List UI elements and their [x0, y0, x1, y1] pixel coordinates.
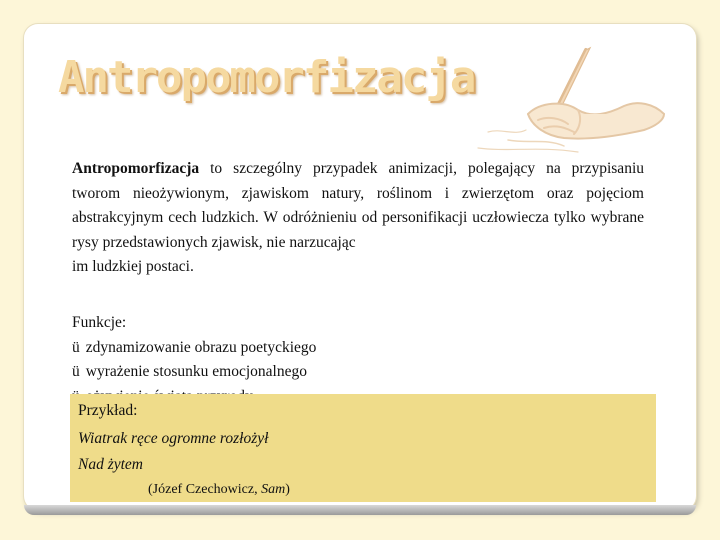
function-text: wyrażenie stosunku emocjonalnego: [85, 363, 307, 380]
hand-writing-illustration: [468, 44, 668, 156]
definition-text-end: im ludzkiej postaci.: [72, 258, 194, 275]
function-text: zdynamizowanie obrazu poetyckiego: [85, 338, 317, 356]
definition-paragraph: [72, 157, 644, 280]
definition-text: to szczególny przypadek animizacji, polegający na przypisaniu tworom nieożywionym, zjawiskom natury, roślinom i zwierzętom oraz pojęciom abstrakcyjnym cech ludzkich. W odróżnieniu od personifikacji uczłowiecza tylko wybrane rysy przedstawionych zjawisk, nie narzucając: [72, 160, 644, 251]
example-source: [148, 482, 290, 498]
example-label: Przykład:: [78, 402, 138, 419]
check-icon: ü: [72, 363, 80, 380]
source-title: Sam: [261, 482, 286, 497]
example-verse-line-1: Wiatrak ręce ogromne rozłożył: [78, 430, 269, 447]
slide-title: Antropomorfizacja: [58, 52, 475, 103]
list-item: [72, 360, 572, 385]
source-close: ): [285, 482, 290, 497]
example-box: [70, 394, 656, 502]
source-author: (Józef Czechowicz,: [148, 482, 262, 497]
slide-bottom-bar: [24, 505, 696, 515]
list-item: [72, 336, 572, 361]
functions-heading: Funkcje:: [72, 314, 127, 331]
example-verse-line-2: Nad żytem: [78, 456, 144, 473]
check-icon: ü: [72, 338, 80, 356]
definition-term: Antropomorfizacja: [72, 160, 200, 177]
